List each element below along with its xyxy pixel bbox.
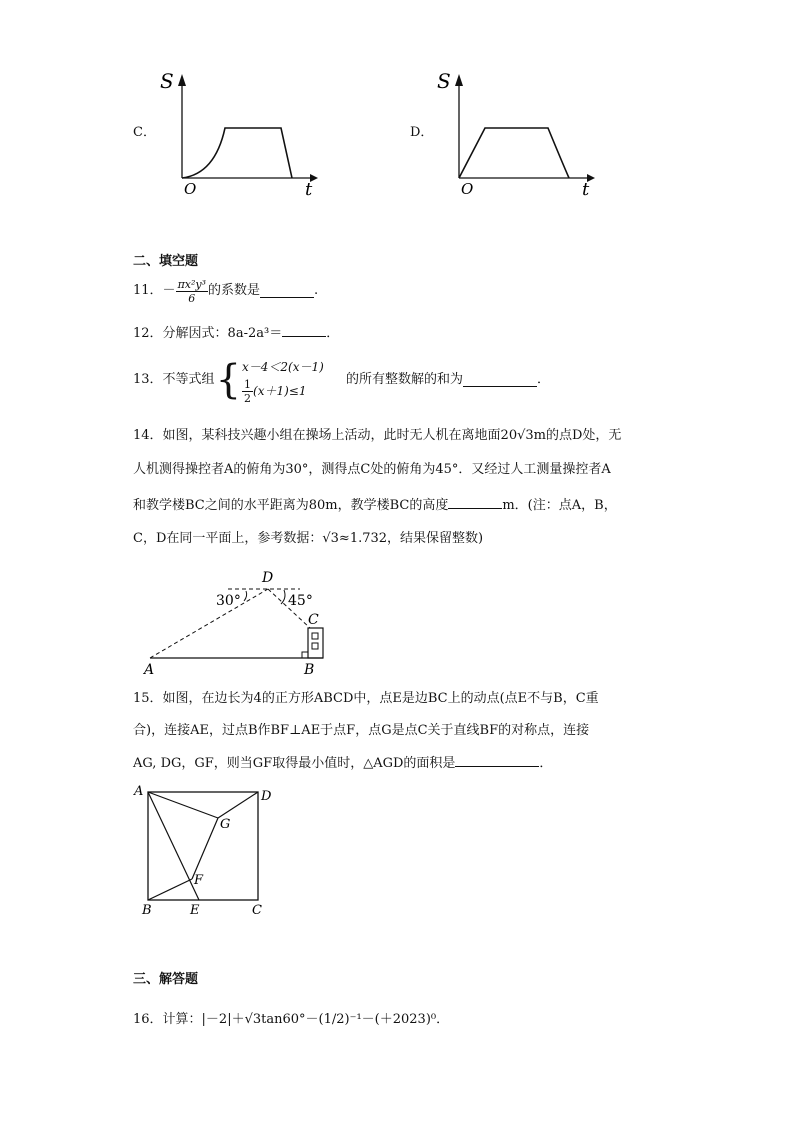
q13-frac-num: 1 xyxy=(244,377,252,391)
q14-number: 14． xyxy=(133,428,163,443)
label-b: B xyxy=(142,903,152,917)
answer-blank[interactable] xyxy=(260,284,314,298)
graph-option-d xyxy=(432,68,602,198)
question-13: 13． 不等式组 { x－4＜2(x－1) $\frac{1}{2}$ (x＋1)≤1 的所有整数解的和为 ． xyxy=(133,357,551,405)
q16-text: 计算：|－2|＋√3tan60°－(1/2)⁻¹－(＋2023)⁰． xyxy=(162,1012,450,1027)
option-c-label: C． xyxy=(133,125,156,140)
q13-inequality-1: x－4＜2(x－1) xyxy=(242,359,324,374)
answer-blank[interactable] xyxy=(282,323,326,337)
q14-line-3-text: 和教学楼BC之间的水平距离为80m，教学楼BC的高度 xyxy=(133,498,449,513)
question-14-line-3 xyxy=(133,495,617,515)
q11-numerator: πx²y³ xyxy=(177,277,207,291)
q15-line-3-text: AG, DG，GF，则当GF取得最小值时，△AGD的面积是 xyxy=(133,756,456,771)
y-axis-label: S xyxy=(437,69,451,93)
question-14-line-2: 人机测得操控者A的俯角为30°，测得点C处的俯角为45°．又经过人工测量操控者A xyxy=(133,462,611,477)
q15-number: 15． xyxy=(133,691,163,706)
section-title-fill-blank: 二、填空题 xyxy=(133,254,199,269)
question-16 xyxy=(133,1011,449,1029)
y-axis-label: S xyxy=(160,69,174,93)
q12-text: 分解因式：8a-2a³＝ xyxy=(162,326,283,341)
q11-denominator: 6 xyxy=(188,291,196,305)
label-d: D xyxy=(261,789,272,804)
point-b-label: B xyxy=(304,662,315,678)
x-axis-label: t xyxy=(305,179,313,198)
x-axis-label: t xyxy=(582,179,590,198)
q11-text: 的系数是 xyxy=(208,283,261,298)
question-15-line-2: 合)，连接AE，过点B作BF⊥AE于点F，点G是点C关于直线BF的对称点，连接 xyxy=(133,723,590,738)
question-14-line-1 xyxy=(133,427,621,445)
figure-square-abcd xyxy=(130,782,280,917)
origin-label: O xyxy=(461,180,474,198)
q13-inequality-2: (x＋1)≤1 xyxy=(253,383,307,398)
label-a: A xyxy=(134,784,144,799)
label-g: G xyxy=(220,817,231,832)
answer-blank[interactable] xyxy=(448,495,502,509)
question-15-line-1 xyxy=(133,690,599,708)
q14-line-1-text: 如图，某科技兴趣小组在操场上活动，此时无人机在离地面20√3m的点D处，无 xyxy=(162,428,622,443)
question-15-line-3: AG, DG，GF，则当GF取得最小值时，△AGD的面积是 ． xyxy=(133,753,552,773)
q11-fraction xyxy=(176,278,208,305)
point-a-label: A xyxy=(144,662,155,678)
q15-line-1-text: 如图，在边长为4的正方形ABCD中，点E是边BC上的动点(点E不与B，C重 xyxy=(162,691,599,706)
q12-number: 12． xyxy=(133,326,163,341)
figure-drone-building xyxy=(140,568,340,678)
q16-number: 16． xyxy=(133,1012,163,1027)
point-c-label: C xyxy=(308,612,319,628)
label-e: E xyxy=(190,903,200,917)
q13-prefix: 不等式组 xyxy=(162,372,215,387)
label-c: C xyxy=(252,903,262,917)
q14-line-3-note: m．(注：点A，B， xyxy=(502,498,617,513)
angle-45-label: 45° xyxy=(288,593,313,609)
q13-frac-den: 2 xyxy=(244,391,252,405)
question-14-line-4: C，D在同一平面上，参考数据：√3≈1.732，结果保留整数) xyxy=(133,531,484,546)
question-12: 12．分解因式：8a-2a³＝ ． xyxy=(133,323,339,343)
angle-30-label: 30° xyxy=(216,593,241,609)
q13-number: 13． xyxy=(133,372,163,387)
question-11: 11． － $\frac{\text{πx²y³}}{6}$ 的系数是 . xyxy=(133,277,319,305)
option-d-label: D． xyxy=(410,125,434,140)
q11-minus: － xyxy=(162,283,176,298)
q13-suffix: 的所有整数解的和为 xyxy=(346,372,464,387)
origin-label: O xyxy=(184,180,197,198)
label-f: F xyxy=(194,873,204,888)
q11-number: 11． xyxy=(133,283,163,298)
answer-blank[interactable] xyxy=(463,373,537,387)
graph-option-c xyxy=(155,68,325,198)
point-d-label: D xyxy=(262,570,274,586)
answer-blank[interactable] xyxy=(455,753,539,767)
section-title-solutions: 三、解答题 xyxy=(133,972,199,987)
